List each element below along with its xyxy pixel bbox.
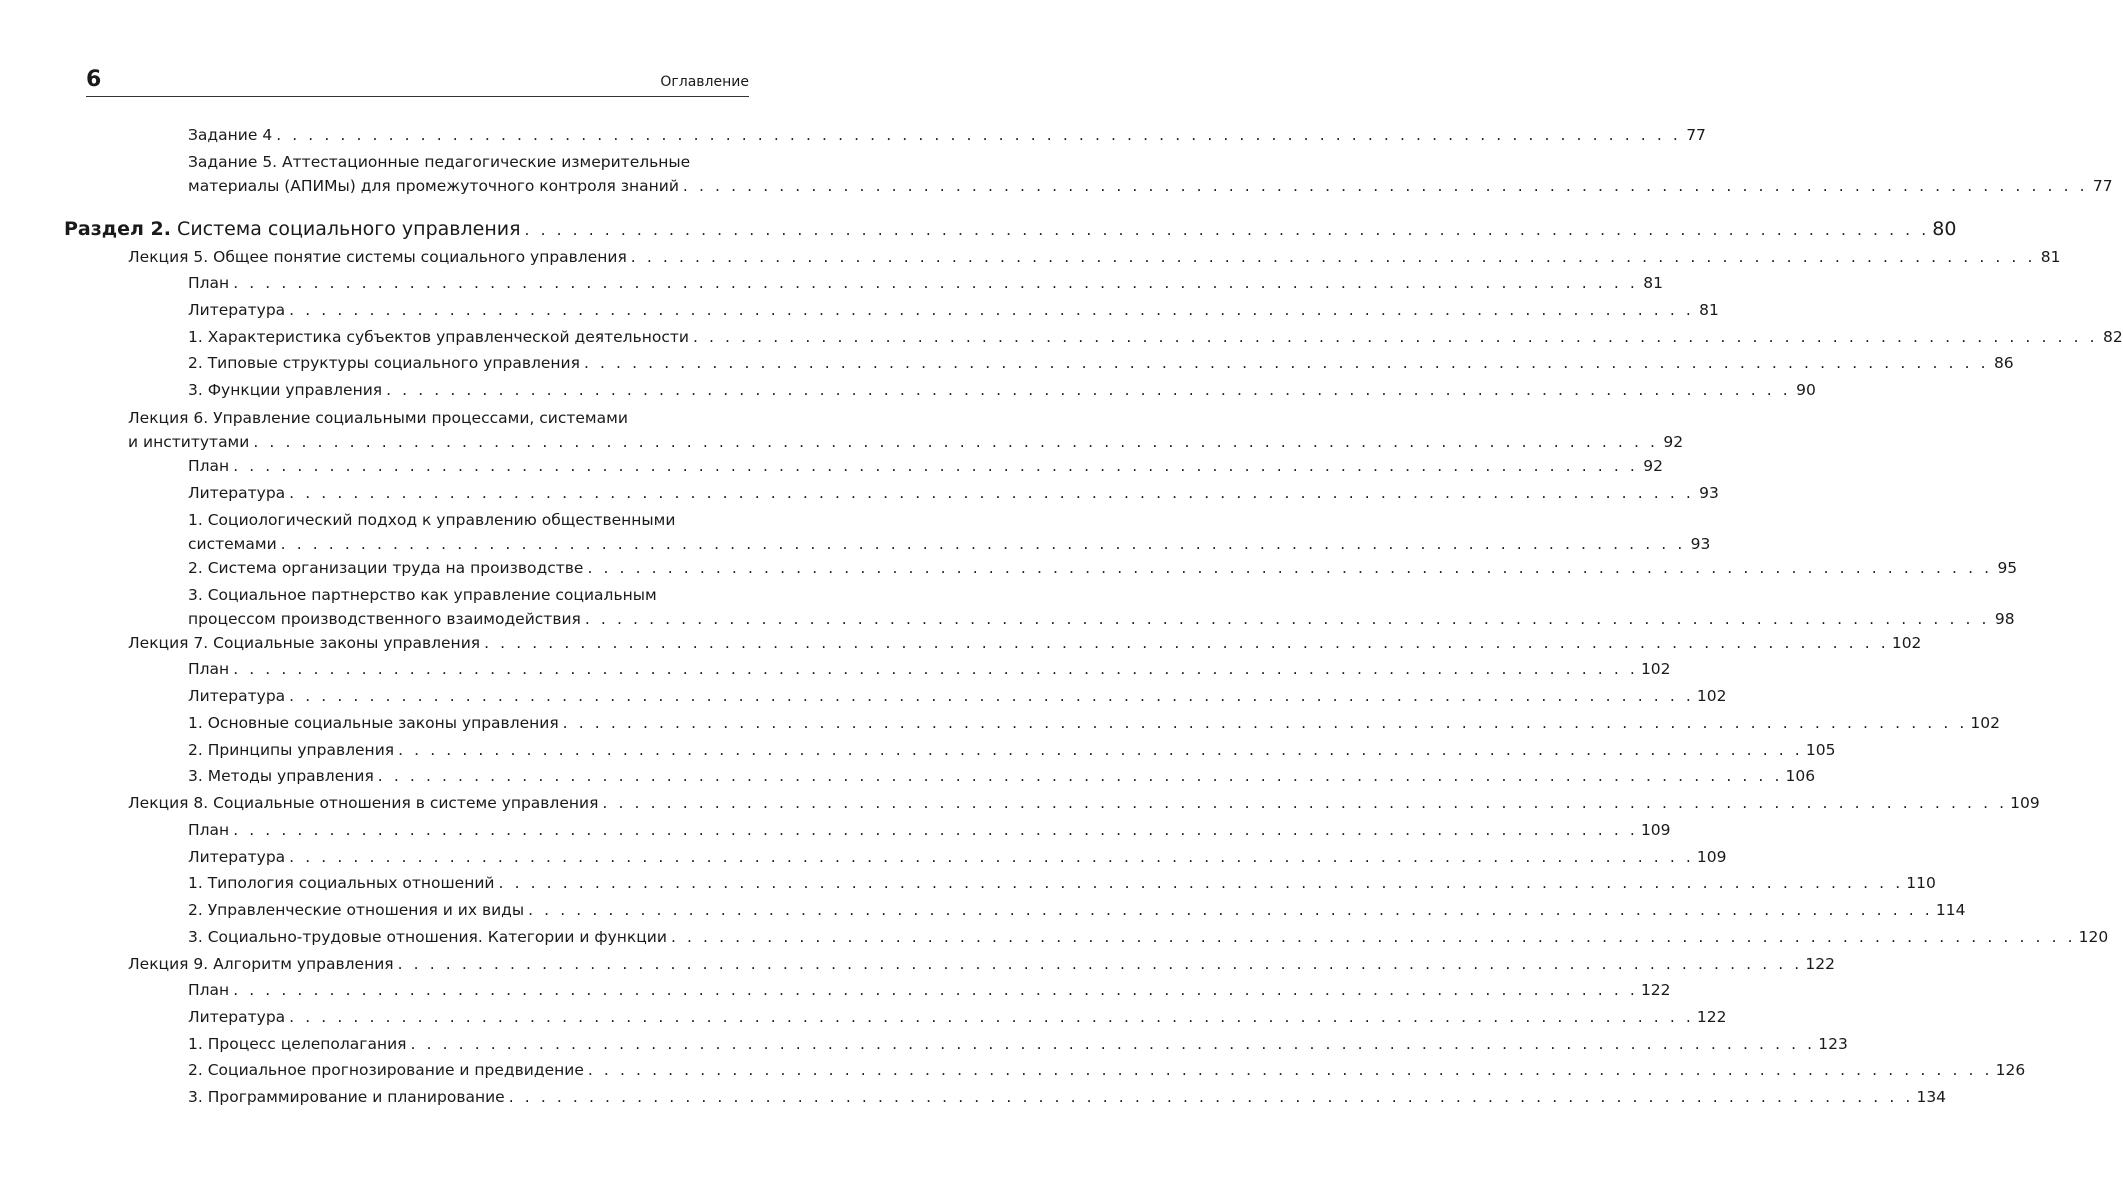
leader-dots: . . . . . . . . . . . . . . . . . . . . . . . . . . . . . . . . . . . . . . . . . . . . . . . . . . . . . . . . . . . . . . . . . . . . . . . . . . . . . . . . . . . . . . . . bbox=[602, 794, 2008, 812]
toc-entry bbox=[188, 454, 1663, 478]
toc-entry bbox=[188, 150, 2113, 198]
toc-entry-title: 1. Основные социальные законы управления bbox=[188, 714, 559, 732]
leader-dots: . . . . . . . . . . . . . . . . . . . . . . . . . . . . . . . . . . . . . . . . . . . . . . . . . . . . . . . . . . . . . . . . . . . . . . . . . . . . . . . . . . . . . . . . bbox=[397, 955, 1803, 973]
leader-dots: . . . . . . . . . . . . . . . . . . . . . . . . . . . . . . . . . . . . . . . . . . . . . . . . . . . . . . . . . . . . . . . . . . . . . . . . . . . . . . . . . . . . . . . . bbox=[587, 1061, 1993, 1079]
toc-entry-title: План bbox=[188, 981, 230, 999]
leader-dots: . . . . . . . . . . . . . . . . . . . . . . . . . . . . . . . . . . . . . . . . . . . . . . . . . . . . . . . . . . . . . . . . . . . . . . . . . . . . . . . . . . . . . . . . bbox=[253, 433, 1659, 451]
toc-page-number: 92 bbox=[1663, 433, 1684, 451]
toc-entry-title-line1: Задание 5. Аттестационные педагогические измерительные bbox=[188, 153, 691, 171]
leader-dots: . . . . . . . . . . . . . . . . . . . . . . . . . . . . . . . . . . . . . . . . . . . . . . . . . . . . . . . . . . . . . . . . . . . . . . . . . . . . . . . . . . . . . . . . bbox=[233, 660, 1638, 678]
leader-dots: . . . . . . . . . . . . . . . . . . . . . . . . . . . . . . . . . . . . . . . . . . . . . . . . . . . . . . . . . . . . . . . . . . . . . . . . . . . . . . . . . . . . . . . . bbox=[280, 535, 1686, 553]
toc-page-number: 120 bbox=[2078, 928, 2109, 946]
page-header bbox=[86, 66, 749, 97]
toc-entry-title: 2. Система организации труда на производстве bbox=[188, 559, 584, 577]
toc-section-entry bbox=[64, 216, 1957, 243]
toc-entry bbox=[188, 845, 1727, 869]
toc-entry bbox=[188, 351, 2014, 375]
toc-page-number: 134 bbox=[1916, 1088, 1947, 1106]
toc-entry-title: Литература bbox=[188, 848, 286, 866]
toc-entry bbox=[188, 271, 1663, 295]
toc-entry bbox=[188, 1058, 2026, 1082]
toc-entry-title: 2. Управленческие отношения и их виды bbox=[188, 901, 525, 919]
leader-dots: . . . . . . . . . . . . . . . . . . . . . . . . . . . . . . . . . . . . . . . . . . . . . . . . . . . . . . . . . . . . . . . . . . . . . . . . . . . . . . . . . . . . . . . . bbox=[670, 928, 2076, 946]
toc-entry bbox=[188, 684, 1727, 708]
toc-entry bbox=[188, 818, 1671, 842]
toc-page-number: 98 bbox=[1994, 610, 2015, 628]
toc-entry-title: 3. Функции управления bbox=[188, 381, 383, 399]
leader-dots: . . . . . . . . . . . . . . . . . . . . . . . . . . . . . . . . . . . . . . . . . . . . . . . . . . . . . . . . . . . . . . . . . . . . . . . . . . . . . . . . . . . . . . . . bbox=[498, 874, 1904, 892]
toc-entry bbox=[188, 764, 1816, 788]
toc-entry bbox=[188, 378, 1816, 402]
toc-entry bbox=[188, 481, 1719, 505]
toc-entry-title: Литература bbox=[188, 301, 286, 319]
toc-entry-title: материалы (АПИМы) для промежуточного контроля знаний bbox=[188, 177, 679, 195]
toc-entry-title: План bbox=[188, 457, 230, 475]
toc-page-number: 80 bbox=[1932, 218, 1957, 240]
toc-page-number: 90 bbox=[1796, 381, 1816, 399]
toc-page-number: 82 bbox=[2102, 328, 2123, 346]
leader-dots: . . . . . . . . . . . . . . . . . . . . . . . . . . . . . . . . . . . . . . . . . . . . . . . . . . . . . . . . . . . . . . . . . . . . . . . . . . . . . . . . . . . . . . . . bbox=[289, 848, 1694, 866]
toc-entry-title: Лекция 5. Общее понятие системы социального управления bbox=[128, 248, 627, 266]
toc-entry bbox=[188, 583, 2015, 631]
toc-page-number: 102 bbox=[1696, 687, 1727, 705]
toc-entry-title: Лекция 9. Алгоритм управления bbox=[128, 955, 394, 973]
toc-entry-title: 1. Процесс целеполагания bbox=[188, 1035, 407, 1053]
toc-entry-title: 3. Методы управления bbox=[188, 767, 374, 785]
toc-page-number: 109 bbox=[2010, 794, 2040, 812]
toc-entry bbox=[188, 738, 1836, 762]
toc-page-number: 81 bbox=[1699, 301, 1719, 319]
toc-page-number: 109 bbox=[1696, 848, 1727, 866]
toc-entry-title: Лекция 7. Социальные законы управления bbox=[128, 634, 481, 652]
leader-dots: . . . . . . . . . . . . . . . . . . . . . . . . . . . . . . . . . . . . . . . . . . . . . . . . . . . . . . . . . . . . . . . . . . . . . . . . . . . . . . . . . . . . . . . . bbox=[289, 301, 1694, 319]
leader-dots: . . . . . . . . . . . . . . . . . . . . . . . . . . . . . . . . . . . . . . . . . . . . . . . . . . . . . . . . . . . . . . . . . . . . . . . . . . . . . . . . . . . . . . . . bbox=[233, 274, 1638, 292]
toc-entry-title-line1: 1. Социологический подход к управлению общественными bbox=[188, 511, 676, 529]
toc-entry-title-line1: Лекция 6. Управление социальными процессами, системами bbox=[128, 409, 628, 427]
toc-page-number: 81 bbox=[1643, 274, 1663, 292]
toc-entry bbox=[188, 898, 1966, 922]
leader-dots: . . . . . . . . . . . . . . . . . . . . . . . . . . . . . . . . . . . . . . . . . . . . . . . . . . . . . . . . . . . . . . . . . . . . . . . . . . . . . . . . . . . . . . . . bbox=[583, 354, 1989, 372]
leader-dots: . . . . . . . . . . . . . . . . . . . . . . . . . . . . . . . . . . . . . . . . . . . . . . . . . . . . . . . . . . . . . . . . . . . . . . . . . . . . . . . . . . . . . . . . bbox=[398, 741, 1803, 759]
toc-entry bbox=[188, 556, 2018, 580]
toc-entry bbox=[188, 978, 1671, 1002]
leader-dots: . . . . . . . . . . . . . . . . . . . . . . . . . . . . . . . . . . . . . . . . . . . . . . . . . . . . . . . . . . . . . . . . . . . . . . . . . . . . . . . . . . . . . . . . bbox=[233, 821, 1638, 839]
toc-page-number: 95 bbox=[1997, 559, 2018, 577]
toc-page-number: 126 bbox=[1995, 1061, 2026, 1079]
toc-page-number: 81 bbox=[2040, 248, 2061, 266]
toc-entry-title: План bbox=[188, 660, 230, 678]
toc-entry bbox=[188, 657, 1671, 681]
toc-lecture-entry bbox=[128, 952, 1835, 976]
leader-dots: . . . . . . . . . . . . . . . . . . . . . . . . . . . . . . . . . . . . . . . . . . . . . . . . . . . . . . . . . . . . . . . . . . . . . . . . . . . . . . . . . . . . . . . . bbox=[484, 634, 1889, 652]
leader-dots: . . . . . . . . . . . . . . . . . . . . . . . . . . . . . . . . . . . . . . . . . . . . . . . . . . . . . . . . . . . . . . . . . . . . . . . . . . . . . . . . . . . . . . . . bbox=[276, 126, 1681, 144]
toc-page-number: 105 bbox=[1805, 741, 1836, 759]
toc-entry bbox=[188, 1085, 1947, 1109]
toc-page-number: 93 bbox=[1690, 535, 1711, 553]
toc-lecture-entry bbox=[128, 791, 2040, 815]
toc-lecture-entry bbox=[128, 245, 2061, 269]
leader-dots: . . . . . . . . . . . . . . . . . . . . . . . . . . . . . . . . . . . . . . . . . . . . . . . . . . . . . . . . . . . . . . . . . . . . . . . . . . . . . . . . . . . . . . . . bbox=[682, 177, 2088, 195]
toc-page-number: 122 bbox=[1696, 1008, 1727, 1026]
toc-page-number: 102 bbox=[1970, 714, 2000, 732]
toc-entry bbox=[188, 1032, 1848, 1056]
toc-page-number: 92 bbox=[1643, 457, 1663, 475]
toc-entry-title: 3. Социально-трудовые отношения. Категории и функции bbox=[188, 928, 667, 946]
toc-entry bbox=[188, 325, 2123, 349]
toc-page-number: 93 bbox=[1699, 484, 1719, 502]
toc-lecture-entry bbox=[128, 631, 1922, 655]
leader-dots: . . . . . . . . . . . . . . . . . . . . . . . . . . . . . . . . . . . . . . . . . . . . . . . . . . . . . . . . . . . . . . . . . . . . . . . . . . . . . . . . . . . . . . . . bbox=[410, 1035, 1816, 1053]
toc-entry-title: 3. Программирование и планирование bbox=[188, 1088, 505, 1106]
toc-entry bbox=[188, 298, 1719, 322]
toc-entry-title: 2. Типовые структуры социального управления bbox=[188, 354, 580, 372]
leader-dots: . . . . . . . . . . . . . . . . . . . . . . . . . . . . . . . . . . . . . . . . . . . . . . . . . . . . . . . . . . . . . . . . . . . . . . . . . . . . . . . . . . . . . . . . bbox=[508, 1088, 1914, 1106]
leader-dots: . . . . . . . . . . . . . . . . . . . . . . . . . . . . . . . . . . . . . . . . . . . . . . . . . . . . . . . . . . . . . . . . . . . . . . . . . . . . . . . . . . . . . . . . bbox=[630, 248, 2036, 266]
toc-page-number: 114 bbox=[1935, 901, 1966, 919]
toc-page-number: 102 bbox=[1640, 660, 1671, 678]
toc-page-number: 77 bbox=[1686, 126, 1706, 144]
toc-entry bbox=[188, 925, 2109, 949]
leader-dots: . . . . . . . . . . . . . . . . . . . . . . . . . . . . . . . . . . . . . . . . . . . . . . . . . . . . . . . . . . . . . . . . . . . . . . . . . . . . . . . . . . . . . . . . bbox=[233, 457, 1638, 475]
toc-page-number: 77 bbox=[2092, 177, 2113, 195]
toc-entry-title: и институтами bbox=[128, 433, 250, 451]
toc-entry-title: 2. Принципы управления bbox=[188, 741, 395, 759]
leader-dots: . . . . . . . . . . . . . . . . . . . . . . . . . . . . . . . . . . . . . . . . . . . . . . . . . . . . . . . . . . . . . . . . . . . . . . . . . . . . . . . . . . . . . . . . bbox=[377, 767, 1783, 785]
toc-page-number: 110 bbox=[1906, 874, 1936, 892]
toc-entry-title: 2. Социальное прогнозирование и предвидение bbox=[188, 1061, 584, 1079]
toc-entry bbox=[188, 123, 1706, 147]
leader-dots: . . . . . . . . . . . . . . . . . . . . . . . . . . . . . . . . . . . . . . . . . . . . . . . . . . . . . . . . . . . . . . . . . . . . . . . . . . . . . . . . . . . . . . . . bbox=[289, 687, 1694, 705]
toc-lecture-entry bbox=[128, 406, 1684, 454]
toc-entry-title: Лекция 8. Социальные отношения в системе управления bbox=[128, 794, 599, 812]
toc-entry-title: 1. Характеристика субъектов управленческой деятельности bbox=[188, 328, 689, 346]
toc-page-number: 122 bbox=[1640, 981, 1671, 999]
running-title: Оглавление bbox=[660, 74, 749, 90]
toc-page-number: 86 bbox=[1993, 354, 2014, 372]
toc-entry bbox=[188, 711, 2000, 735]
toc-entry-title: План bbox=[188, 821, 230, 839]
toc-entry-title: План bbox=[188, 274, 230, 292]
toc-page-number: 122 bbox=[1805, 955, 1835, 973]
leader-dots: . . . . . . . . . . . . . . . . . . . . . . . . . . . . . . . . . . . . . . . . . . . . . . . . . . . . . . . . . . . . . . . . . . . . . . . . . . . . . . . . . . . . . . . . bbox=[587, 559, 1993, 577]
leader-dots: . . . . . . . . . . . . . . . . . . . . . . . . . . . . . . . . . . . . . . . . . . . . . . . . . . . . . . . . . . . . . . . . . . . . . . . . . . . . . . . . . . . . . . . . bbox=[289, 1008, 1694, 1026]
toc-page-number: 123 bbox=[1818, 1035, 1848, 1053]
toc-entry-title: 1. Типология социальных отношений bbox=[188, 874, 495, 892]
leader-dots: . . . . . . . . . . . . . . . . . . . . . . . . . . . . . . . . . . . . . . . . . . . . . . . . . . . . . . . . . . . . . . . . . . . . . . . . . . . . . . . . . . . . . . . . bbox=[233, 981, 1638, 999]
section-title: Система социального управления bbox=[177, 218, 521, 240]
leader-dots: . . . . . . . . . . . . . . . . . . . . . . . . . . . . . . . . . . . . . . . . . . . . . . . . . . . . . . . . . . . . . . . . . . . . . . . . . . . . . . . . . . . . . . . . bbox=[528, 901, 1933, 919]
toc-entry-title-line1: 3. Социальное партнерство как управление социальным bbox=[188, 586, 657, 604]
toc-entry bbox=[188, 1005, 1727, 1029]
toc-page-number: 109 bbox=[1640, 821, 1671, 839]
leader-dots: . . . . . . . . . . . . . . . . . . . . . . . . . . . . . . . . . . . . . . . . . . . . . . . . . . . . . . . . . . . . . . . . . . . . . . . . . . . . . . . . . . . . . . . . bbox=[524, 221, 1930, 239]
toc-entry-title: Литература bbox=[188, 687, 286, 705]
leader-dots: . . . . . . . . . . . . . . . . . . . . . . . . . . . . . . . . . . . . . . . . . . . . . . . . . . . . . . . . . . . . . . . . . . . . . . . . . . . . . . . . . . . . . . . . bbox=[584, 610, 1990, 628]
toc-entry-title: Литература bbox=[188, 484, 286, 502]
toc-entry-title: процессом производственного взаимодействия bbox=[188, 610, 581, 628]
leader-dots: . . . . . . . . . . . . . . . . . . . . . . . . . . . . . . . . . . . . . . . . . . . . . . . . . . . . . . . . . . . . . . . . . . . . . . . . . . . . . . . . . . . . . . . . bbox=[386, 381, 1791, 399]
toc-entry-title: системами bbox=[188, 535, 277, 553]
leader-dots: . . . . . . . . . . . . . . . . . . . . . . . . . . . . . . . . . . . . . . . . . . . . . . . . . . . . . . . . . . . . . . . . . . . . . . . . . . . . . . . . . . . . . . . . bbox=[562, 714, 1968, 732]
toc-entry-title: Задание 4 bbox=[188, 126, 273, 144]
toc-page-number: 106 bbox=[1785, 767, 1816, 785]
toc-entry bbox=[188, 508, 1711, 556]
section-number: Раздел 2. bbox=[64, 218, 171, 240]
toc-entry-title: Литература bbox=[188, 1008, 286, 1026]
toc-entry bbox=[188, 871, 1936, 895]
page-number: 6 bbox=[86, 67, 102, 92]
leader-dots: . . . . . . . . . . . . . . . . . . . . . . . . . . . . . . . . . . . . . . . . . . . . . . . . . . . . . . . . . . . . . . . . . . . . . . . . . . . . . . . . . . . . . . . . bbox=[692, 328, 2098, 346]
leader-dots: . . . . . . . . . . . . . . . . . . . . . . . . . . . . . . . . . . . . . . . . . . . . . . . . . . . . . . . . . . . . . . . . . . . . . . . . . . . . . . . . . . . . . . . . bbox=[289, 484, 1694, 502]
toc-page-number: 102 bbox=[1891, 634, 1922, 652]
